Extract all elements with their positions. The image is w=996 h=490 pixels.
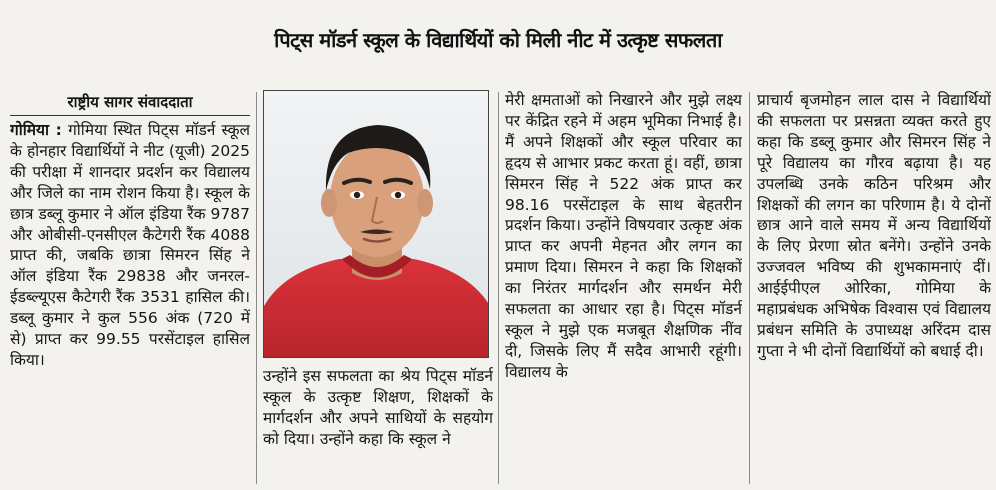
student-photo: [263, 90, 489, 358]
column-1-text: गोमिया स्थित पिट्स मॉडर्न स्कूल के होनहार विद्यार्थियों ने नीट (यूजी) 2025 की परीक्षा में शानदार प्रदर्शन कर विद्यालय और जिले का नाम रोशन किया है। स्कूल के छात्र डब्लू कुमार ने ऑल इंडिया रैंक 9787 और ओबीसी-एनसीएल कैटेगरी रैंक 4088 प्राप्त की, जबकि छात्रा सिमरन सिंह ने ऑल इंडिया रैंक 29838 और जनरल-ईडब्ल्यूएस कैटेगरी रैंक 3531 हासिल की। डब्लू कुमार ने कुल 556 अंक (720 में से) प्राप्त कर 99.55 परसेंटाइल हासिल किया।: [10, 121, 250, 369]
article-column-1: [10, 120, 250, 486]
portrait-illustration: [264, 91, 489, 358]
article-column-4: [757, 90, 991, 486]
dateline: गोमिया :: [10, 121, 62, 139]
byline: राष्ट्रीय सागर संवाददाता: [10, 90, 250, 116]
column-2-text: उन्होंने इस सफलता का श्रेय पिट्स मॉडर्न स्कूल के उत्कृष्ट शिक्षण, शिक्षकों के मार्गदर्शन और अपने साथियों के सहयोग को दिया। उन्होंने कहा कि स्कूल ने: [263, 367, 493, 448]
column-divider: [498, 92, 499, 484]
headline: पिट्स मॉडर्न स्कूल के विद्यार्थियों को मिली नीट में उत्कृष्ट सफलता: [274, 27, 722, 52]
column-divider: [749, 92, 750, 484]
article-column-2: [263, 366, 493, 486]
column-1-paragraph: [10, 120, 250, 371]
column-3-text: मेरी क्षमताओं को निखारने और मुझे लक्ष्य पर केंद्रित रहने में अहम भूमिका निभाई है। मैं अपने शिक्षकों और स्कूल परिवार का हृदय से आभार प्रकट करता हूं। वहीं, छात्रा सिमरन सिंह ने 522 अंक प्राप्त कर 98.16 परसेंटाइल के साथ बेहतरीन प्रदर्शन किया। उन्होंने विषयवार उत्कृष्ट अंक प्राप्त कर अपनी मेहनत और लगन का प्रमाण दिया। सिमरन ने कहा कि शिक्षकों का निरंतर मार्गदर्शन और समर्थन मेरी सफलता का आधार रहा है। पिट्स मॉडर्न स्कूल ने मुझे एक मजबूत शैक्षणिक नींव दी, जिसके लिए मैं सदैव आभारी रहूंगी। विद्यालय के: [505, 91, 742, 381]
article-column-3: [505, 90, 742, 486]
column-4-text: प्राचार्य बृजमोहन लाल दास ने विद्यार्थियों की सफलता पर प्रसन्नता व्यक्त करते हुए कहा कि डब्लू कुमार और सिमरन सिंह ने पूरे विद्यालय का गौरव बढ़ाया है। यह उपलब्धि उनके कठिन परिश्रम और शिक्षकों की लगन का परिणाम है। ये दोनों छात्र आने वाले समय में अन्य विद्यार्थियों के लिए प्रेरणा स्रोत बनेंगे। उन्होंने उनके उज्जवल भविष्य की शुभकामनाएं दीं। आईईपीएल ओरिका, गोमिया के महाप्रबंधक अभिषेक विश्वास एवं विद्यालय प्रबंधन समिति के उपाध्यक्ष अरिंदम दास गुप्ता ने भी दोनों विद्यार्थियों को बधाई दी।: [757, 91, 991, 360]
column-divider: [256, 92, 257, 484]
